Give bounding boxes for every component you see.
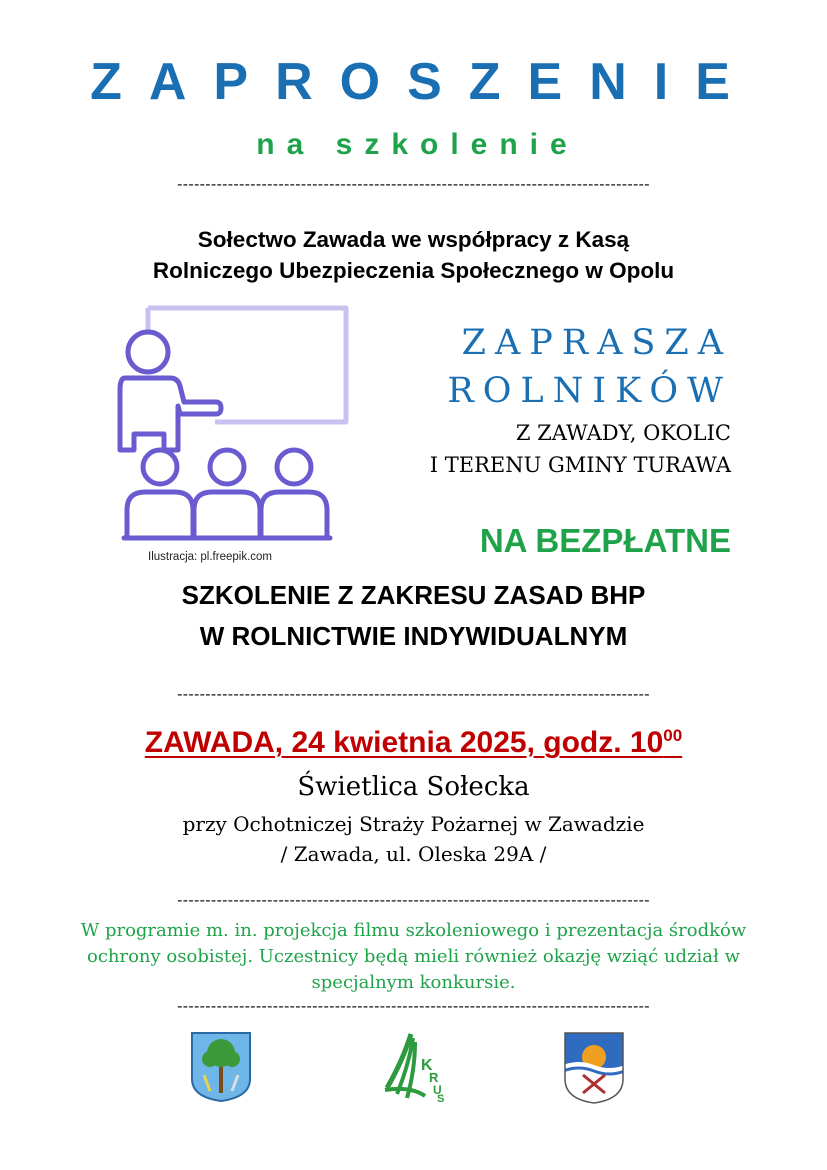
invite-audience-2: I TERENU GMINY TURAWA	[429, 453, 731, 477]
organizer-line-1: Sołectwo Zawada we współpracy z Kasą	[197, 227, 630, 252]
invite-heading-1: ZAPRASZA	[461, 323, 732, 363]
training-topic-1: SZKOLENIE Z ZAKRESU ZASAD BHP	[181, 580, 646, 610]
divider-program-top: ------------------------------------------------------------------------------------	[177, 892, 650, 909]
event-date	[0, 726, 827, 760]
divider-program-bottom: ------------------------------------------------------------------------------------	[177, 998, 650, 1015]
free-label: NA BEZPŁATNE	[479, 522, 731, 559]
page-subtitle: na szkolenie	[256, 128, 579, 161]
page-title: ZAPROSZENIE	[90, 53, 757, 111]
organizer-line-2: Rolniczego Ubezpieczenia Społecznego w Opolu	[152, 258, 675, 283]
event-address: / Zawada, ul. Oleska 29A /	[280, 842, 547, 866]
invite-audience-1: Z ZAWADY, OKOLIC	[515, 421, 731, 445]
program-description: W programie m. in. projekcja filmu szkoleniowego i prezentacja środków ochrony osobistej. Uczestnicy będą mieli również okazję wziąć udział w specjalnym konkursie.	[80, 920, 747, 993]
organizer-text	[0, 224, 827, 286]
invite-heading-2: ROLNIKÓW	[447, 371, 732, 411]
teacher-presenting-icon	[100, 302, 350, 547]
svg-text:U: U	[433, 1083, 442, 1097]
event-time-minutes: 00	[663, 726, 683, 745]
svg-text:R: R	[429, 1070, 439, 1085]
divider-middle: ------------------------------------------------------------------------------------	[177, 686, 650, 703]
training-topic-2: W ROLNICTWIE INDYWIDUALNYM	[199, 621, 628, 651]
event-venue: Świetlica Sołecka	[297, 772, 530, 802]
event-venue-detail: przy Ochotniczej Straży Pożarnej w Zawadzie	[182, 812, 645, 836]
svg-text:K: K	[421, 1057, 433, 1074]
event-date-text	[145, 726, 682, 759]
svg-text:S: S	[437, 1093, 445, 1102]
krus-logo-icon	[381, 1030, 449, 1102]
divider-top: ------------------------------------------------------------------------------------	[177, 176, 650, 193]
coat-of-arms-turawa-icon	[563, 1031, 625, 1105]
illustration-credit: Ilustracja: pl.freepik.com	[148, 551, 272, 563]
coat-of-arms-zawada-icon	[190, 1031, 252, 1103]
event-date-main: ZAWADA, 24 kwietnia 2025, godz. 10	[144, 726, 664, 759]
